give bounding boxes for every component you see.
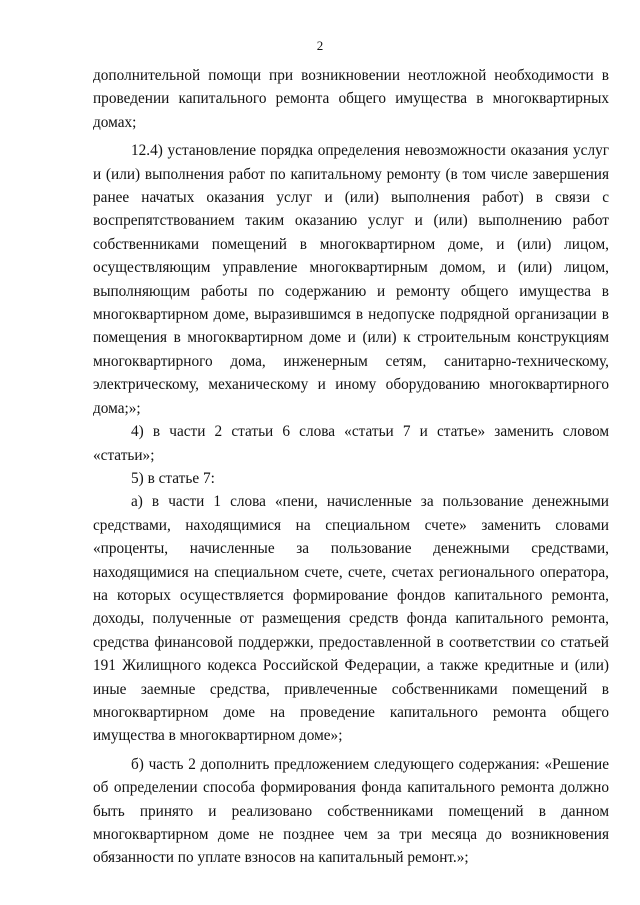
paragraph-item-5a: а) в части 1 слова «пени, начисленные за пользование денежными средствами, находящимися на специальном счете» заменить словами «проценты, начисленные за пользование денежными средствами, находящимися на специальном счете, счете, счетах регионального оператора, на которых осуществляется формирование фондов капитального ремонта, доходы, полученные от размещения средств фонда капитального ремонта, средства финансовой поддержки, предоставленной в соответствии со статьей 191 Жилищного кодекса Российской Федерации, а также кредитные и (или) иные заемные средства, привлеченные собственниками помещений в многоквартирном доме на проведение капитального ремонта общего имущества в многоквартирном доме»; xyxy=(93,493,609,745)
paragraph-continuation: дополнительной помощи при возникновении неотложной необходимости в проведении капитального ремонта общего имущества в многоквартирных домах; xyxy=(93,67,609,131)
paragraph-item-5b: б) часть 2 дополнить предложением следующего содержания: «Решение об определении способа формирования фонда капитального ремонта должно быть принято и реализовано собственниками помещений в данном многоквартирном доме не позднее чем за три месяца до возникновения обязанности по уплате взносов на капитальный ремонт.»; xyxy=(93,755,609,867)
paragraph-item-12-4: 12.4) установление порядка определения невозможности оказания услуг и (или) выполнения работ по капитальному ремонту (в том числе завершения ранее начатых оказания услуг и (или) выполнения работ) в связи с воспрепятствованием таким оказанию услуг и (или) выполнению работ собственниками помещений в многоквартирном доме, и (или) лицом, осуществляющим управление многоквартирным домом, и (или) лицом, выполняющим работы по содержанию и ремонту общего имущества в многоквартирном доме, выразившимся в недопуске подрядной организации в помещения в многоквартирном доме и (или) к строительным конструкциям многоквартирного дома, инженерным сетям, санитарно-техническому, электрическому, механическому и иному оборудованию многоквартирного дома;»; xyxy=(93,142,609,417)
document-body xyxy=(93,64,609,870)
page-number: 2 xyxy=(316,38,324,53)
paragraph-item-4: 4) в части 2 статьи 6 слова «статьи 7 и статье» заменить словом «статьи»; xyxy=(93,423,609,464)
paragraph-item-5: 5) в статье 7: xyxy=(131,469,215,487)
